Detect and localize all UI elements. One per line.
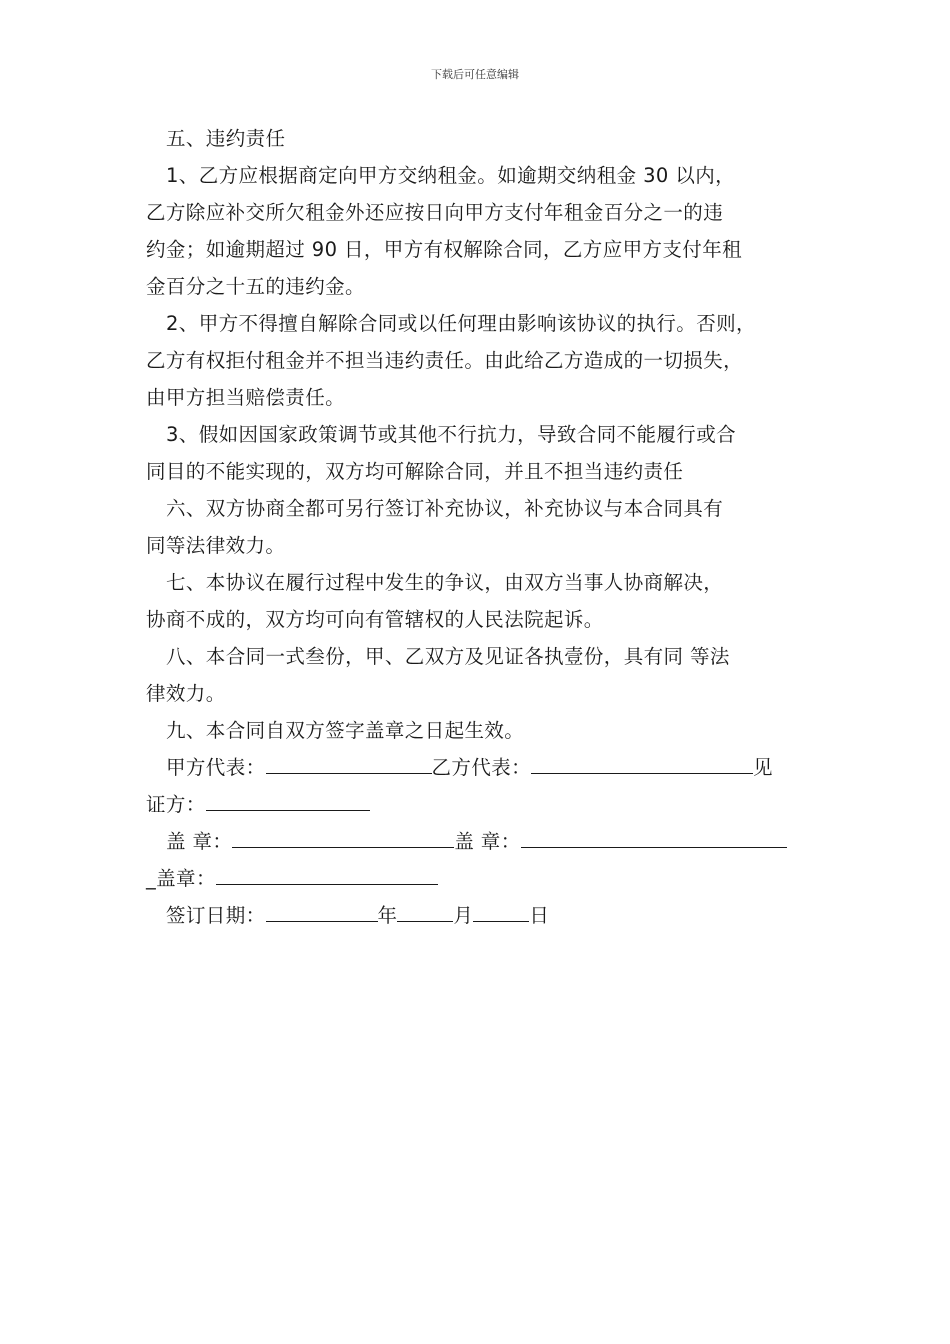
section-nine: 九、本合同自双方签字盖章之日起生效。 [166, 719, 525, 742]
clause-3-line-2: 同目的不能实现的，双方均可解除合同，并且不担当违约责任 [146, 460, 684, 483]
date-line [146, 897, 826, 934]
month-blank[interactable] [473, 899, 529, 922]
section-eight-line-2: 律效力。 [146, 682, 226, 705]
clause-3-line-1: 3、假如因国家政策调节或其他不行抗力，导致合同不能履行或合 [166, 423, 737, 446]
party-a-label: 甲方代表： [166, 756, 266, 779]
section-eight-line-1: 八、本合同一式叁份，甲、乙双方及见证各执壹份，具有同 等法 [166, 645, 730, 668]
witness-label-b: 证方： [146, 793, 206, 816]
seal-b-blank[interactable] [521, 825, 787, 848]
section-six-line-2: 同等法律效力。 [146, 534, 286, 557]
day-label: 日 [529, 904, 550, 927]
section-seven-line-2: 协商不成的，双方均可向有管辖权的人民法院起诉。 [146, 608, 604, 631]
seal-c-blank[interactable] [216, 862, 438, 885]
seal-a-label: 盖 章： [166, 830, 233, 853]
clause-1-line-4: 金百分之十五的违约金。 [146, 275, 365, 298]
clause-1-line-2: 乙方除应补交所欠租金外还应按日向甲方支付年租金百分之一的违 [146, 201, 724, 224]
seal-c-label: 盖章： [156, 867, 216, 890]
clause-2-line-3: 由甲方担当赔偿责任。 [146, 386, 346, 409]
page-header: 下载后可任意编辑 [431, 68, 519, 81]
date-blank[interactable] [266, 899, 378, 922]
witness-line [146, 786, 826, 823]
signature-line [146, 749, 826, 786]
year-label: 年 [377, 904, 398, 927]
month-label: 月 [453, 904, 474, 927]
clause-1-line-3: 约金；如逾期超过 90 日，甲方有权解除合同，乙方应甲方支付年租 [146, 238, 743, 261]
party-a-blank[interactable] [266, 751, 432, 774]
contract-body [146, 120, 826, 934]
seal-witness-line [146, 860, 826, 897]
witness-label-a: 见 [753, 756, 773, 779]
witness-blank[interactable] [206, 788, 370, 811]
section-seven-line-1: 七、本协议在履行过程中发生的争议，由双方当事人协商解决， [166, 571, 724, 594]
seal-b-label: 盖 章： [454, 830, 521, 853]
seal-a-blank[interactable] [232, 825, 454, 848]
year-blank[interactable] [397, 899, 453, 922]
seal-line [146, 823, 826, 860]
party-b-label: 乙方代表： [431, 756, 532, 779]
seal-c-prefix: _ [146, 867, 157, 890]
clause-2-line-2: 乙方有权拒付租金并不担当违约责任。由此给乙方造成的一切损失， [146, 349, 744, 372]
party-b-blank[interactable] [531, 751, 753, 774]
date-label: 签订日期： [166, 904, 266, 927]
section-title-breach: 五、违约责任 [166, 127, 286, 150]
clause-2-line-1: 2、甲方不得擅自解除合同或以任何理由影响该协议的执行。否则， [166, 312, 756, 335]
clause-1-line-1: 1、乙方应根据商定向甲方交纳租金。如逾期交纳租金 30 以内， [166, 164, 736, 187]
section-six-line-1: 六、双方协商全都可另行签订补充协议，补充协议与本合同具有 [166, 497, 724, 520]
